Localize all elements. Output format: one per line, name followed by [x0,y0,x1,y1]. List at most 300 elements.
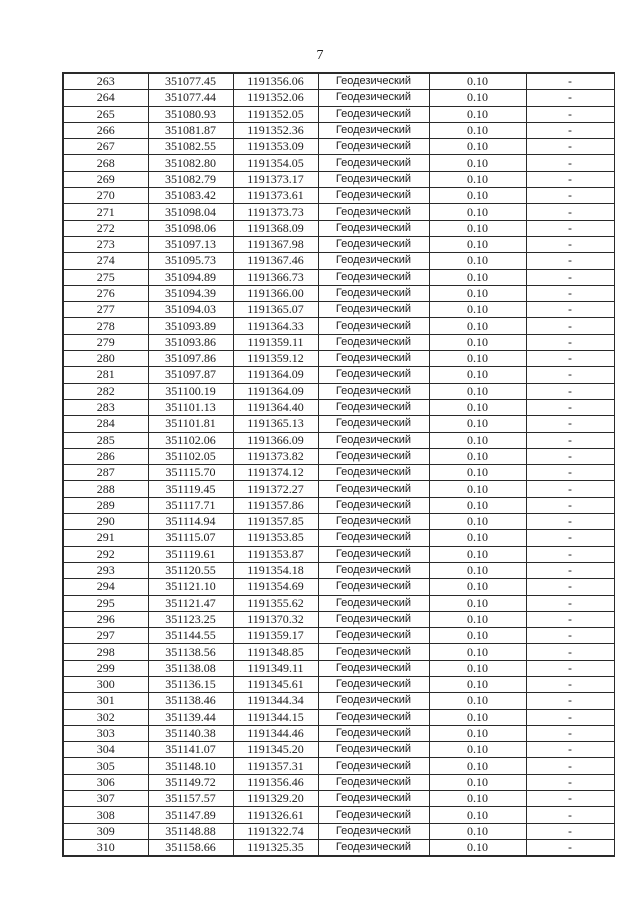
method-cell: Геодезический [318,106,429,122]
method-cell: Геодезический [318,122,429,138]
y-coordinate-cell: 1191353.09 [233,139,318,155]
note-cell: - [526,742,614,758]
y-coordinate-cell: 1191373.61 [233,188,318,204]
accuracy-cell: 0.10 [429,399,526,415]
point-number-cell: 309 [63,823,148,839]
note-cell: - [526,253,614,269]
accuracy-cell: 0.10 [429,351,526,367]
note-cell: - [526,644,614,660]
point-number-cell: 274 [63,253,148,269]
table-row [63,644,614,660]
y-coordinate-cell: 1191357.85 [233,514,318,530]
table-row [63,73,614,90]
table-row [63,628,614,644]
y-coordinate-cell: 1191364.09 [233,383,318,399]
table-row [63,416,614,432]
note-cell: - [526,660,614,676]
y-coordinate-cell: 1191353.85 [233,530,318,546]
x-coordinate-cell: 351102.06 [148,432,233,448]
accuracy-cell: 0.10 [429,432,526,448]
accuracy-cell: 0.10 [429,546,526,562]
point-number-cell: 288 [63,481,148,497]
y-coordinate-cell: 1191370.32 [233,611,318,627]
accuracy-cell: 0.10 [429,204,526,220]
point-number-cell: 269 [63,171,148,187]
point-number-cell: 271 [63,204,148,220]
table-row [63,367,614,383]
note-cell: - [526,302,614,318]
x-coordinate-cell: 351117.71 [148,497,233,513]
y-coordinate-cell: 1191325.35 [233,839,318,856]
y-coordinate-cell: 1191359.17 [233,628,318,644]
table-row [63,106,614,122]
x-coordinate-cell: 351098.06 [148,220,233,236]
accuracy-cell: 0.10 [429,693,526,709]
y-coordinate-cell: 1191373.17 [233,171,318,187]
x-coordinate-cell: 351138.56 [148,644,233,660]
table-row [63,514,614,530]
x-coordinate-cell: 351140.38 [148,725,233,741]
method-cell: Геодезический [318,644,429,660]
method-cell: Геодезический [318,758,429,774]
table-row [63,236,614,252]
y-coordinate-cell: 1191365.13 [233,416,318,432]
accuracy-cell: 0.10 [429,758,526,774]
accuracy-cell: 0.10 [429,530,526,546]
table-row [63,611,614,627]
accuracy-cell: 0.10 [429,628,526,644]
note-cell: - [526,236,614,252]
point-number-cell: 291 [63,530,148,546]
point-number-cell: 296 [63,611,148,627]
x-coordinate-cell: 351083.42 [148,188,233,204]
note-cell: - [526,90,614,106]
x-coordinate-cell: 351093.89 [148,318,233,334]
point-number-cell: 289 [63,497,148,513]
method-cell: Геодезический [318,399,429,415]
point-number-cell: 294 [63,579,148,595]
point-number-cell: 310 [63,839,148,856]
point-number-cell: 290 [63,514,148,530]
note-cell: - [526,367,614,383]
y-coordinate-cell: 1191344.34 [233,693,318,709]
point-number-cell: 300 [63,676,148,692]
note-cell: - [526,481,614,497]
point-number-cell: 273 [63,236,148,252]
y-coordinate-cell: 1191374.12 [233,465,318,481]
table-row [63,481,614,497]
x-coordinate-cell: 351097.87 [148,367,233,383]
y-coordinate-cell: 1191359.12 [233,351,318,367]
note-cell: - [526,693,614,709]
point-number-cell: 272 [63,220,148,236]
y-coordinate-cell: 1191352.36 [233,122,318,138]
method-cell: Геодезический [318,448,429,464]
point-number-cell: 280 [63,351,148,367]
accuracy-cell: 0.10 [429,725,526,741]
y-coordinate-cell: 1191357.86 [233,497,318,513]
point-number-cell: 302 [63,709,148,725]
y-coordinate-cell: 1191348.85 [233,644,318,660]
table-row [63,155,614,171]
accuracy-cell: 0.10 [429,236,526,252]
method-cell: Геодезический [318,73,429,90]
x-coordinate-cell: 351082.55 [148,139,233,155]
table-row [63,171,614,187]
accuracy-cell: 0.10 [429,562,526,578]
y-coordinate-cell: 1191365.07 [233,302,318,318]
method-cell: Геодезический [318,171,429,187]
x-coordinate-cell: 351098.04 [148,204,233,220]
y-coordinate-cell: 1191373.73 [233,204,318,220]
x-coordinate-cell: 351100.19 [148,383,233,399]
x-coordinate-cell: 351114.94 [148,514,233,530]
method-cell: Геодезический [318,676,429,692]
note-cell: - [526,318,614,334]
table-row [63,90,614,106]
x-coordinate-cell: 351095.73 [148,253,233,269]
method-cell: Геодезический [318,465,429,481]
note-cell: - [526,122,614,138]
table-row [63,465,614,481]
table-row [63,204,614,220]
x-coordinate-cell: 351136.15 [148,676,233,692]
accuracy-cell: 0.10 [429,90,526,106]
y-coordinate-cell: 1191349.11 [233,660,318,676]
y-coordinate-cell: 1191368.09 [233,220,318,236]
point-number-cell: 308 [63,807,148,823]
accuracy-cell: 0.10 [429,73,526,90]
note-cell: - [526,188,614,204]
accuracy-cell: 0.10 [429,807,526,823]
table-row [63,351,614,367]
point-number-cell: 292 [63,546,148,562]
x-coordinate-cell: 351149.72 [148,774,233,790]
note-cell: - [526,709,614,725]
note-cell: - [526,807,614,823]
x-coordinate-cell: 351157.57 [148,791,233,807]
x-coordinate-cell: 351080.93 [148,106,233,122]
method-cell: Геодезический [318,497,429,513]
y-coordinate-cell: 1191364.09 [233,367,318,383]
x-coordinate-cell: 351144.55 [148,628,233,644]
accuracy-cell: 0.10 [429,318,526,334]
method-cell: Геодезический [318,416,429,432]
method-cell: Геодезический [318,595,429,611]
y-coordinate-cell: 1191353.87 [233,546,318,562]
table-row [63,188,614,204]
x-coordinate-cell: 351121.47 [148,595,233,611]
accuracy-cell: 0.10 [429,676,526,692]
x-coordinate-cell: 351082.79 [148,171,233,187]
x-coordinate-cell: 351101.13 [148,399,233,415]
point-number-cell: 279 [63,334,148,350]
method-cell: Геодезический [318,628,429,644]
y-coordinate-cell: 1191354.05 [233,155,318,171]
y-coordinate-cell: 1191364.33 [233,318,318,334]
method-cell: Геодезический [318,188,429,204]
table-row [63,693,614,709]
accuracy-cell: 0.10 [429,791,526,807]
y-coordinate-cell: 1191326.61 [233,807,318,823]
note-cell: - [526,171,614,187]
point-number-cell: 263 [63,73,148,90]
point-number-cell: 297 [63,628,148,644]
accuracy-cell: 0.10 [429,253,526,269]
note-cell: - [526,611,614,627]
y-coordinate-cell: 1191322.74 [233,823,318,839]
x-coordinate-cell: 351120.55 [148,562,233,578]
point-number-cell: 266 [63,122,148,138]
table-row [63,122,614,138]
point-number-cell: 277 [63,302,148,318]
x-coordinate-cell: 351082.80 [148,155,233,171]
point-number-cell: 293 [63,562,148,578]
method-cell: Геодезический [318,139,429,155]
note-cell: - [526,530,614,546]
method-cell: Геодезический [318,823,429,839]
method-cell: Геодезический [318,514,429,530]
coordinates-table-body [63,73,614,856]
table-row [63,432,614,448]
x-coordinate-cell: 351158.66 [148,839,233,856]
note-cell: - [526,758,614,774]
method-cell: Геодезический [318,285,429,301]
method-cell: Геодезический [318,204,429,220]
method-cell: Геодезический [318,236,429,252]
table-row [63,399,614,415]
accuracy-cell: 0.10 [429,595,526,611]
method-cell: Геодезический [318,367,429,383]
y-coordinate-cell: 1191357.31 [233,758,318,774]
method-cell: Геодезический [318,481,429,497]
accuracy-cell: 0.10 [429,611,526,627]
method-cell: Геодезический [318,742,429,758]
y-coordinate-cell: 1191366.00 [233,285,318,301]
point-number-cell: 305 [63,758,148,774]
point-number-cell: 275 [63,269,148,285]
note-cell: - [526,351,614,367]
x-coordinate-cell: 351121.10 [148,579,233,595]
note-cell: - [526,774,614,790]
point-number-cell: 282 [63,383,148,399]
method-cell: Геодезический [318,562,429,578]
method-cell: Геодезический [318,155,429,171]
note-cell: - [526,383,614,399]
x-coordinate-cell: 351147.89 [148,807,233,823]
table-row [63,742,614,758]
table-row [63,318,614,334]
accuracy-cell: 0.10 [429,579,526,595]
method-cell: Геодезический [318,611,429,627]
method-cell: Геодезический [318,220,429,236]
method-cell: Геодезический [318,351,429,367]
accuracy-cell: 0.10 [429,139,526,155]
x-coordinate-cell: 351148.10 [148,758,233,774]
note-cell: - [526,432,614,448]
point-number-cell: 264 [63,90,148,106]
accuracy-cell: 0.10 [429,709,526,725]
y-coordinate-cell: 1191344.15 [233,709,318,725]
note-cell: - [526,823,614,839]
accuracy-cell: 0.10 [429,497,526,513]
table-row [63,660,614,676]
accuracy-cell: 0.10 [429,302,526,318]
note-cell: - [526,579,614,595]
point-number-cell: 285 [63,432,148,448]
note-cell: - [526,595,614,611]
table-row [63,709,614,725]
x-coordinate-cell: 351123.25 [148,611,233,627]
table-row [63,546,614,562]
point-number-cell: 276 [63,285,148,301]
x-coordinate-cell: 351093.86 [148,334,233,350]
accuracy-cell: 0.10 [429,448,526,464]
accuracy-cell: 0.10 [429,285,526,301]
note-cell: - [526,399,614,415]
accuracy-cell: 0.10 [429,660,526,676]
x-coordinate-cell: 351097.13 [148,236,233,252]
table-row [63,676,614,692]
y-coordinate-cell: 1191352.06 [233,90,318,106]
point-number-cell: 306 [63,774,148,790]
point-number-cell: 304 [63,742,148,758]
note-cell: - [526,791,614,807]
point-number-cell: 281 [63,367,148,383]
y-coordinate-cell: 1191373.82 [233,448,318,464]
point-number-cell: 307 [63,791,148,807]
table-row [63,220,614,236]
method-cell: Геодезический [318,302,429,318]
y-coordinate-cell: 1191354.69 [233,579,318,595]
x-coordinate-cell: 351119.61 [148,546,233,562]
y-coordinate-cell: 1191366.73 [233,269,318,285]
page-number: 7 [316,48,324,63]
accuracy-cell: 0.10 [429,774,526,790]
x-coordinate-cell: 351094.39 [148,285,233,301]
note-cell: - [526,725,614,741]
table-row [63,791,614,807]
note-cell: - [526,497,614,513]
y-coordinate-cell: 1191367.98 [233,236,318,252]
point-number-cell: 284 [63,416,148,432]
point-number-cell: 283 [63,399,148,415]
point-number-cell: 303 [63,725,148,741]
x-coordinate-cell: 351077.45 [148,73,233,90]
accuracy-cell: 0.10 [429,742,526,758]
method-cell: Геодезический [318,383,429,399]
method-cell: Геодезический [318,709,429,725]
x-coordinate-cell: 351139.44 [148,709,233,725]
y-coordinate-cell: 1191344.46 [233,725,318,741]
method-cell: Геодезический [318,693,429,709]
table-row [63,725,614,741]
accuracy-cell: 0.10 [429,220,526,236]
accuracy-cell: 0.10 [429,481,526,497]
accuracy-cell: 0.10 [429,383,526,399]
coordinates-table [62,72,615,857]
method-cell: Геодезический [318,318,429,334]
point-number-cell: 268 [63,155,148,171]
point-number-cell: 278 [63,318,148,334]
method-cell: Геодезический [318,807,429,823]
method-cell: Геодезический [318,839,429,856]
table-row [63,302,614,318]
note-cell: - [526,73,614,90]
accuracy-cell: 0.10 [429,269,526,285]
accuracy-cell: 0.10 [429,514,526,530]
y-coordinate-cell: 1191354.18 [233,562,318,578]
point-number-cell: 270 [63,188,148,204]
y-coordinate-cell: 1191352.05 [233,106,318,122]
x-coordinate-cell: 351119.45 [148,481,233,497]
table-row [63,823,614,839]
point-number-cell: 287 [63,465,148,481]
y-coordinate-cell: 1191364.40 [233,399,318,415]
table-row [63,807,614,823]
note-cell: - [526,562,614,578]
method-cell: Геодезический [318,253,429,269]
table-row [63,497,614,513]
y-coordinate-cell: 1191356.46 [233,774,318,790]
method-cell: Геодезический [318,334,429,350]
x-coordinate-cell: 351141.07 [148,742,233,758]
table-row [63,269,614,285]
method-cell: Геодезический [318,90,429,106]
x-coordinate-cell: 351148.88 [148,823,233,839]
accuracy-cell: 0.10 [429,644,526,660]
accuracy-cell: 0.10 [429,171,526,187]
table-row [63,839,614,856]
table-row [63,562,614,578]
note-cell: - [526,416,614,432]
method-cell: Геодезический [318,546,429,562]
x-coordinate-cell: 351138.46 [148,693,233,709]
note-cell: - [526,269,614,285]
method-cell: Геодезический [318,579,429,595]
table-row [63,530,614,546]
accuracy-cell: 0.10 [429,188,526,204]
accuracy-cell: 0.10 [429,155,526,171]
accuracy-cell: 0.10 [429,839,526,856]
x-coordinate-cell: 351101.81 [148,416,233,432]
accuracy-cell: 0.10 [429,367,526,383]
y-coordinate-cell: 1191355.62 [233,595,318,611]
method-cell: Геодезический [318,725,429,741]
accuracy-cell: 0.10 [429,334,526,350]
note-cell: - [526,448,614,464]
table-row [63,253,614,269]
note-cell: - [526,514,614,530]
x-coordinate-cell: 351138.08 [148,660,233,676]
table-row [63,139,614,155]
method-cell: Геодезический [318,774,429,790]
point-number-cell: 267 [63,139,148,155]
x-coordinate-cell: 351097.86 [148,351,233,367]
accuracy-cell: 0.10 [429,465,526,481]
point-number-cell: 298 [63,644,148,660]
note-cell: - [526,220,614,236]
method-cell: Геодезический [318,660,429,676]
note-cell: - [526,465,614,481]
y-coordinate-cell: 1191367.46 [233,253,318,269]
table-row [63,383,614,399]
point-number-cell: 295 [63,595,148,611]
y-coordinate-cell: 1191359.11 [233,334,318,350]
x-coordinate-cell: 351081.87 [148,122,233,138]
note-cell: - [526,334,614,350]
x-coordinate-cell: 351115.07 [148,530,233,546]
